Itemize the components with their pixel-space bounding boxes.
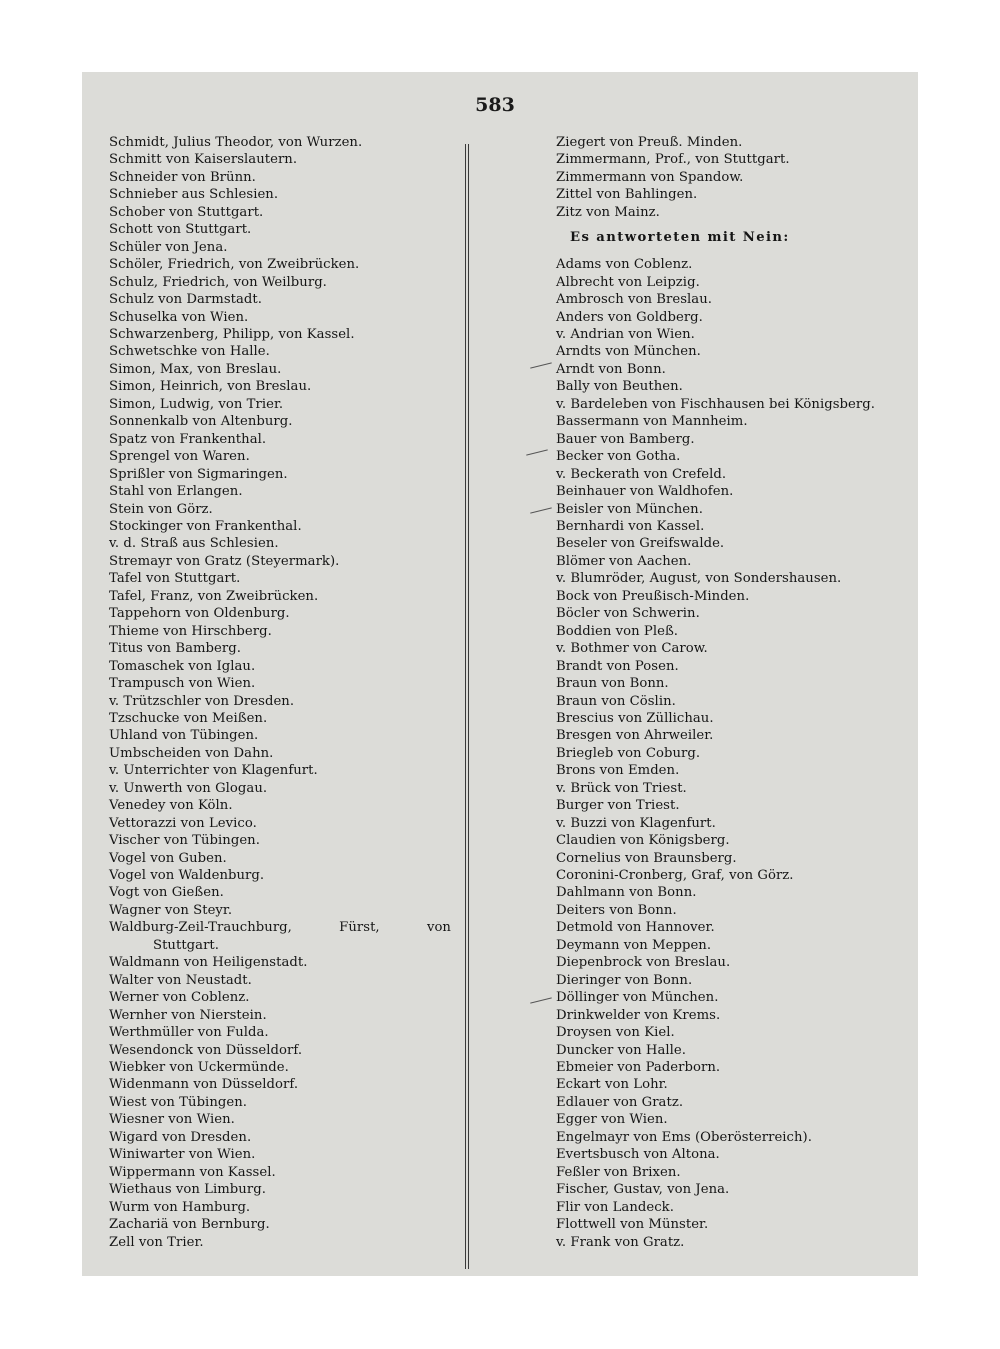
list-item: Bock von Preußisch-Minden.: [556, 588, 750, 604]
list-item: Beinhauer von Waldhofen.: [556, 484, 734, 500]
list-item: Böcler von Schwerin.: [556, 606, 700, 622]
right-column: [556, 134, 908, 1251]
list-item: Wurm von Hamburg.: [109, 1199, 251, 1215]
list-item: Wagner von Steyr.: [109, 902, 233, 918]
left-name-list: [109, 134, 454, 919]
list-item: Becker von Gotha.: [556, 449, 681, 465]
list-item: Flir von Landeck.: [556, 1199, 674, 1215]
list-item: Beseler von Greifswalde.: [556, 536, 725, 552]
list-item: v. d. Straß aus Schlesien.: [109, 536, 279, 552]
list-item: Engelmayr von Ems (Oberösterreich).: [556, 1129, 812, 1145]
list-item: v. Beckerath von Crefeld.: [556, 466, 727, 482]
list-item: Umbscheiden von Dahn.: [109, 745, 274, 761]
list-item: Arndt von Bonn.: [556, 361, 666, 377]
list-item: Sprengel von Waren.: [109, 449, 250, 465]
list-item: Thieme von Hirschberg.: [109, 623, 272, 639]
list-item: Walter von Neustadt.: [109, 972, 252, 988]
list-item: Edlauer von Gratz.: [556, 1094, 684, 1110]
list-item: Droysen von Kiel.: [556, 1025, 675, 1041]
list-item: Schuselka von Wien.: [109, 309, 249, 325]
list-item: Wesendonck von Düsseldorf.: [109, 1042, 303, 1058]
list-item: Schüler von Jena.: [109, 239, 228, 255]
section-heading: Es antworteten mit Nein:: [570, 230, 790, 246]
list-item: Wiest von Tübingen.: [109, 1094, 248, 1110]
list-item: Ziegert von Preuß. Minden.: [556, 135, 743, 150]
wrapped-preposition: von: [426, 920, 451, 936]
left-name-list-rest: [109, 954, 454, 1251]
list-item: Tomaschek von Iglau.: [109, 658, 256, 674]
list-item: Briegleb von Coburg.: [556, 745, 701, 761]
page-number: 583: [475, 94, 515, 116]
list-item: v. Trützschler von Dresden.: [109, 693, 295, 709]
list-item: Wiethaus von Limburg.: [109, 1182, 266, 1198]
list-item: Simon, Heinrich, von Breslau.: [109, 379, 312, 395]
wrapped-line: [109, 919, 451, 936]
list-item: Stockinger von Frankenthal.: [109, 518, 302, 534]
list-item: Tafel, Franz, von Zweibrücken.: [109, 588, 319, 604]
list-item: Stein von Görz.: [109, 501, 213, 517]
list-item: Schnieber aus Schlesien.: [109, 187, 279, 203]
list-item: Schulz von Darmstadt.: [109, 292, 262, 308]
list-item: Flottwell von Münster.: [556, 1217, 709, 1233]
list-item: Wiebker von Uckermünde.: [109, 1060, 289, 1076]
pencil-mark: [530, 362, 552, 368]
list-item: v. Blumröder, August, von Sondershausen.: [556, 571, 842, 587]
list-item: Schmidt, Julius Theodor, von Wurzen.: [109, 135, 363, 150]
right-name-list: [556, 256, 908, 1251]
list-item: Venedey von Köln.: [109, 798, 233, 814]
list-item: Zitz von Mainz.: [556, 204, 660, 220]
list-item: Bresgen von Ahrweiler.: [556, 728, 714, 744]
list-item: Brons von Emden.: [556, 763, 680, 779]
list-item: Zell von Trier.: [109, 1234, 204, 1250]
list-item: Diepenbrock von Breslau.: [556, 955, 731, 971]
list-item: Vogel von Waldenburg.: [109, 868, 265, 884]
list-item: Widenmann von Düsseldorf.: [109, 1077, 299, 1093]
list-item: Simon, Ludwig, von Trier.: [109, 396, 284, 412]
list-item: Vettorazzi von Levico.: [109, 815, 257, 831]
list-item: Adams von Coblenz.: [556, 257, 693, 273]
list-item: Braun von Cöslin.: [556, 693, 676, 709]
list-item: Bernhardi von Kassel.: [556, 518, 705, 534]
list-item: Bally von Beuthen.: [556, 379, 683, 395]
list-item: Spatz von Frankenthal.: [109, 431, 267, 447]
list-item: Sprißler von Sigmaringen.: [109, 466, 288, 482]
list-item: Anders von Goldberg.: [556, 309, 703, 325]
list-item: Dahlmann von Bonn.: [556, 885, 697, 901]
list-item: Burger von Triest.: [556, 798, 680, 814]
list-item: Werner von Coblenz.: [109, 990, 250, 1006]
list-item: Wigard von Dresden.: [109, 1129, 252, 1145]
list-item: Zittel von Bahlingen.: [556, 187, 698, 203]
list-item: Döllinger von München.: [556, 990, 719, 1006]
list-item: Wernher von Nierstein.: [109, 1007, 267, 1023]
list-item: Fischer, Gustav, von Jena.: [556, 1182, 730, 1198]
list-item: Schwetschke von Halle.: [109, 344, 270, 360]
document-page: [82, 72, 918, 1276]
list-item: Dieringer von Bonn.: [556, 972, 693, 988]
list-item-wrapped: [109, 919, 454, 954]
list-item: Vogel von Guben.: [109, 850, 227, 866]
list-item: Werthmüller von Fulda.: [109, 1025, 269, 1041]
list-item: Schneider von Brünn.: [109, 169, 256, 185]
list-item: Tzschucke von Meißen.: [109, 710, 268, 726]
list-item: Drinkwelder von Krems.: [556, 1007, 721, 1023]
list-item: Schober von Stuttgart.: [109, 204, 264, 220]
list-item: Blömer von Aachen.: [556, 553, 692, 569]
list-item: v. Andrian von Wien.: [556, 326, 695, 342]
list-item: Wippermann von Kassel.: [109, 1164, 276, 1180]
list-item: Schmitt von Kaiserslautern.: [109, 152, 298, 168]
list-item: v. Bothmer von Carow.: [556, 641, 708, 657]
list-item: Ebmeier von Paderborn.: [556, 1060, 721, 1076]
right-name-list-top: [556, 134, 908, 221]
list-item: Claudien von Königsberg.: [556, 833, 730, 849]
list-item: Bassermann von Mannheim.: [556, 414, 748, 430]
list-item: Sonnenkalb von Altenburg.: [109, 414, 293, 430]
list-item: Feßler von Brixen.: [556, 1164, 681, 1180]
list-item: Eckart von Lohr.: [556, 1077, 668, 1093]
pencil-mark: [530, 507, 552, 513]
list-item: Tafel von Stuttgart.: [109, 571, 241, 587]
list-item: Duncker von Halle.: [556, 1042, 687, 1058]
list-item: Arndts von München.: [556, 344, 701, 360]
list-item: Wiesner von Wien.: [109, 1112, 235, 1128]
list-item: Stahl von Erlangen.: [109, 484, 243, 500]
list-item: Schulz, Friedrich, von Weilburg.: [109, 274, 327, 290]
list-item: Ambrosch von Breslau.: [556, 292, 713, 308]
list-item: Uhland von Tübingen.: [109, 728, 259, 744]
list-item: v. Bardeleben von Fischhausen bei Königsberg.: [556, 396, 875, 412]
list-item: Vischer von Tübingen.: [109, 833, 260, 849]
list-item: Brescius von Züllichau.: [556, 710, 714, 726]
list-item: Zachariä von Bernburg.: [109, 1217, 270, 1233]
list-item: Zimmermann von Spandow.: [556, 169, 744, 185]
list-item: Egger von Wien.: [556, 1112, 668, 1128]
wrapped-title: Fürst,: [339, 920, 380, 936]
list-item: v. Buzzi von Klagenfurt.: [556, 815, 716, 831]
list-item: Deiters von Bonn.: [556, 902, 677, 918]
list-item: Deymann von Meppen.: [556, 937, 712, 953]
list-item: Simon, Max, von Breslau.: [109, 361, 282, 377]
list-item: Vogt von Gießen.: [109, 885, 224, 901]
list-item: v. Unwerth von Glogau.: [109, 780, 268, 796]
list-item: Detmold von Hannover.: [556, 920, 715, 936]
list-item: Beisler von München.: [556, 501, 703, 517]
list-item: v. Frank von Gratz.: [556, 1234, 685, 1250]
list-item: Albrecht von Leipzig.: [556, 274, 700, 290]
list-item: Coronini-Cronberg, Graf, von Görz.: [556, 868, 794, 884]
left-column: [109, 134, 454, 1251]
list-item: Bauer von Bamberg.: [556, 431, 695, 447]
list-item: Winiwarter von Wien.: [109, 1147, 256, 1163]
list-item: Waldmann von Heiligenstadt.: [109, 955, 308, 971]
list-item: Boddien von Pleß.: [556, 623, 679, 639]
column-divider: [465, 144, 469, 1269]
wrapped-continuation: Stuttgart.: [153, 937, 220, 953]
list-item: v. Unterrichter von Klagenfurt.: [109, 763, 318, 779]
list-item: Stremayr von Gratz (Steyermark).: [109, 553, 340, 569]
list-item: Trampusch von Wien.: [109, 676, 256, 692]
pencil-mark: [530, 997, 552, 1003]
list-item: Evertsbusch von Altona.: [556, 1147, 720, 1163]
pencil-mark: [526, 449, 548, 455]
list-item: Braun von Bonn.: [556, 676, 669, 692]
list-item: Schöler, Friedrich, von Zweibrücken.: [109, 257, 360, 273]
list-item: Tappehorn von Oldenburg.: [109, 606, 290, 622]
list-item: v. Brück von Triest.: [556, 780, 687, 796]
wrapped-name: Waldburg-Zeil-Trauchburg,: [109, 920, 292, 936]
list-item: Schwarzenberg, Philipp, von Kassel.: [109, 326, 355, 342]
list-item: Zimmermann, Prof., von Stuttgart.: [556, 152, 790, 168]
list-item: Brandt von Posen.: [556, 658, 679, 674]
list-item: Cornelius von Braunsberg.: [556, 850, 737, 866]
list-item: Titus von Bamberg.: [109, 641, 241, 657]
list-item: Schott von Stuttgart.: [109, 222, 252, 238]
